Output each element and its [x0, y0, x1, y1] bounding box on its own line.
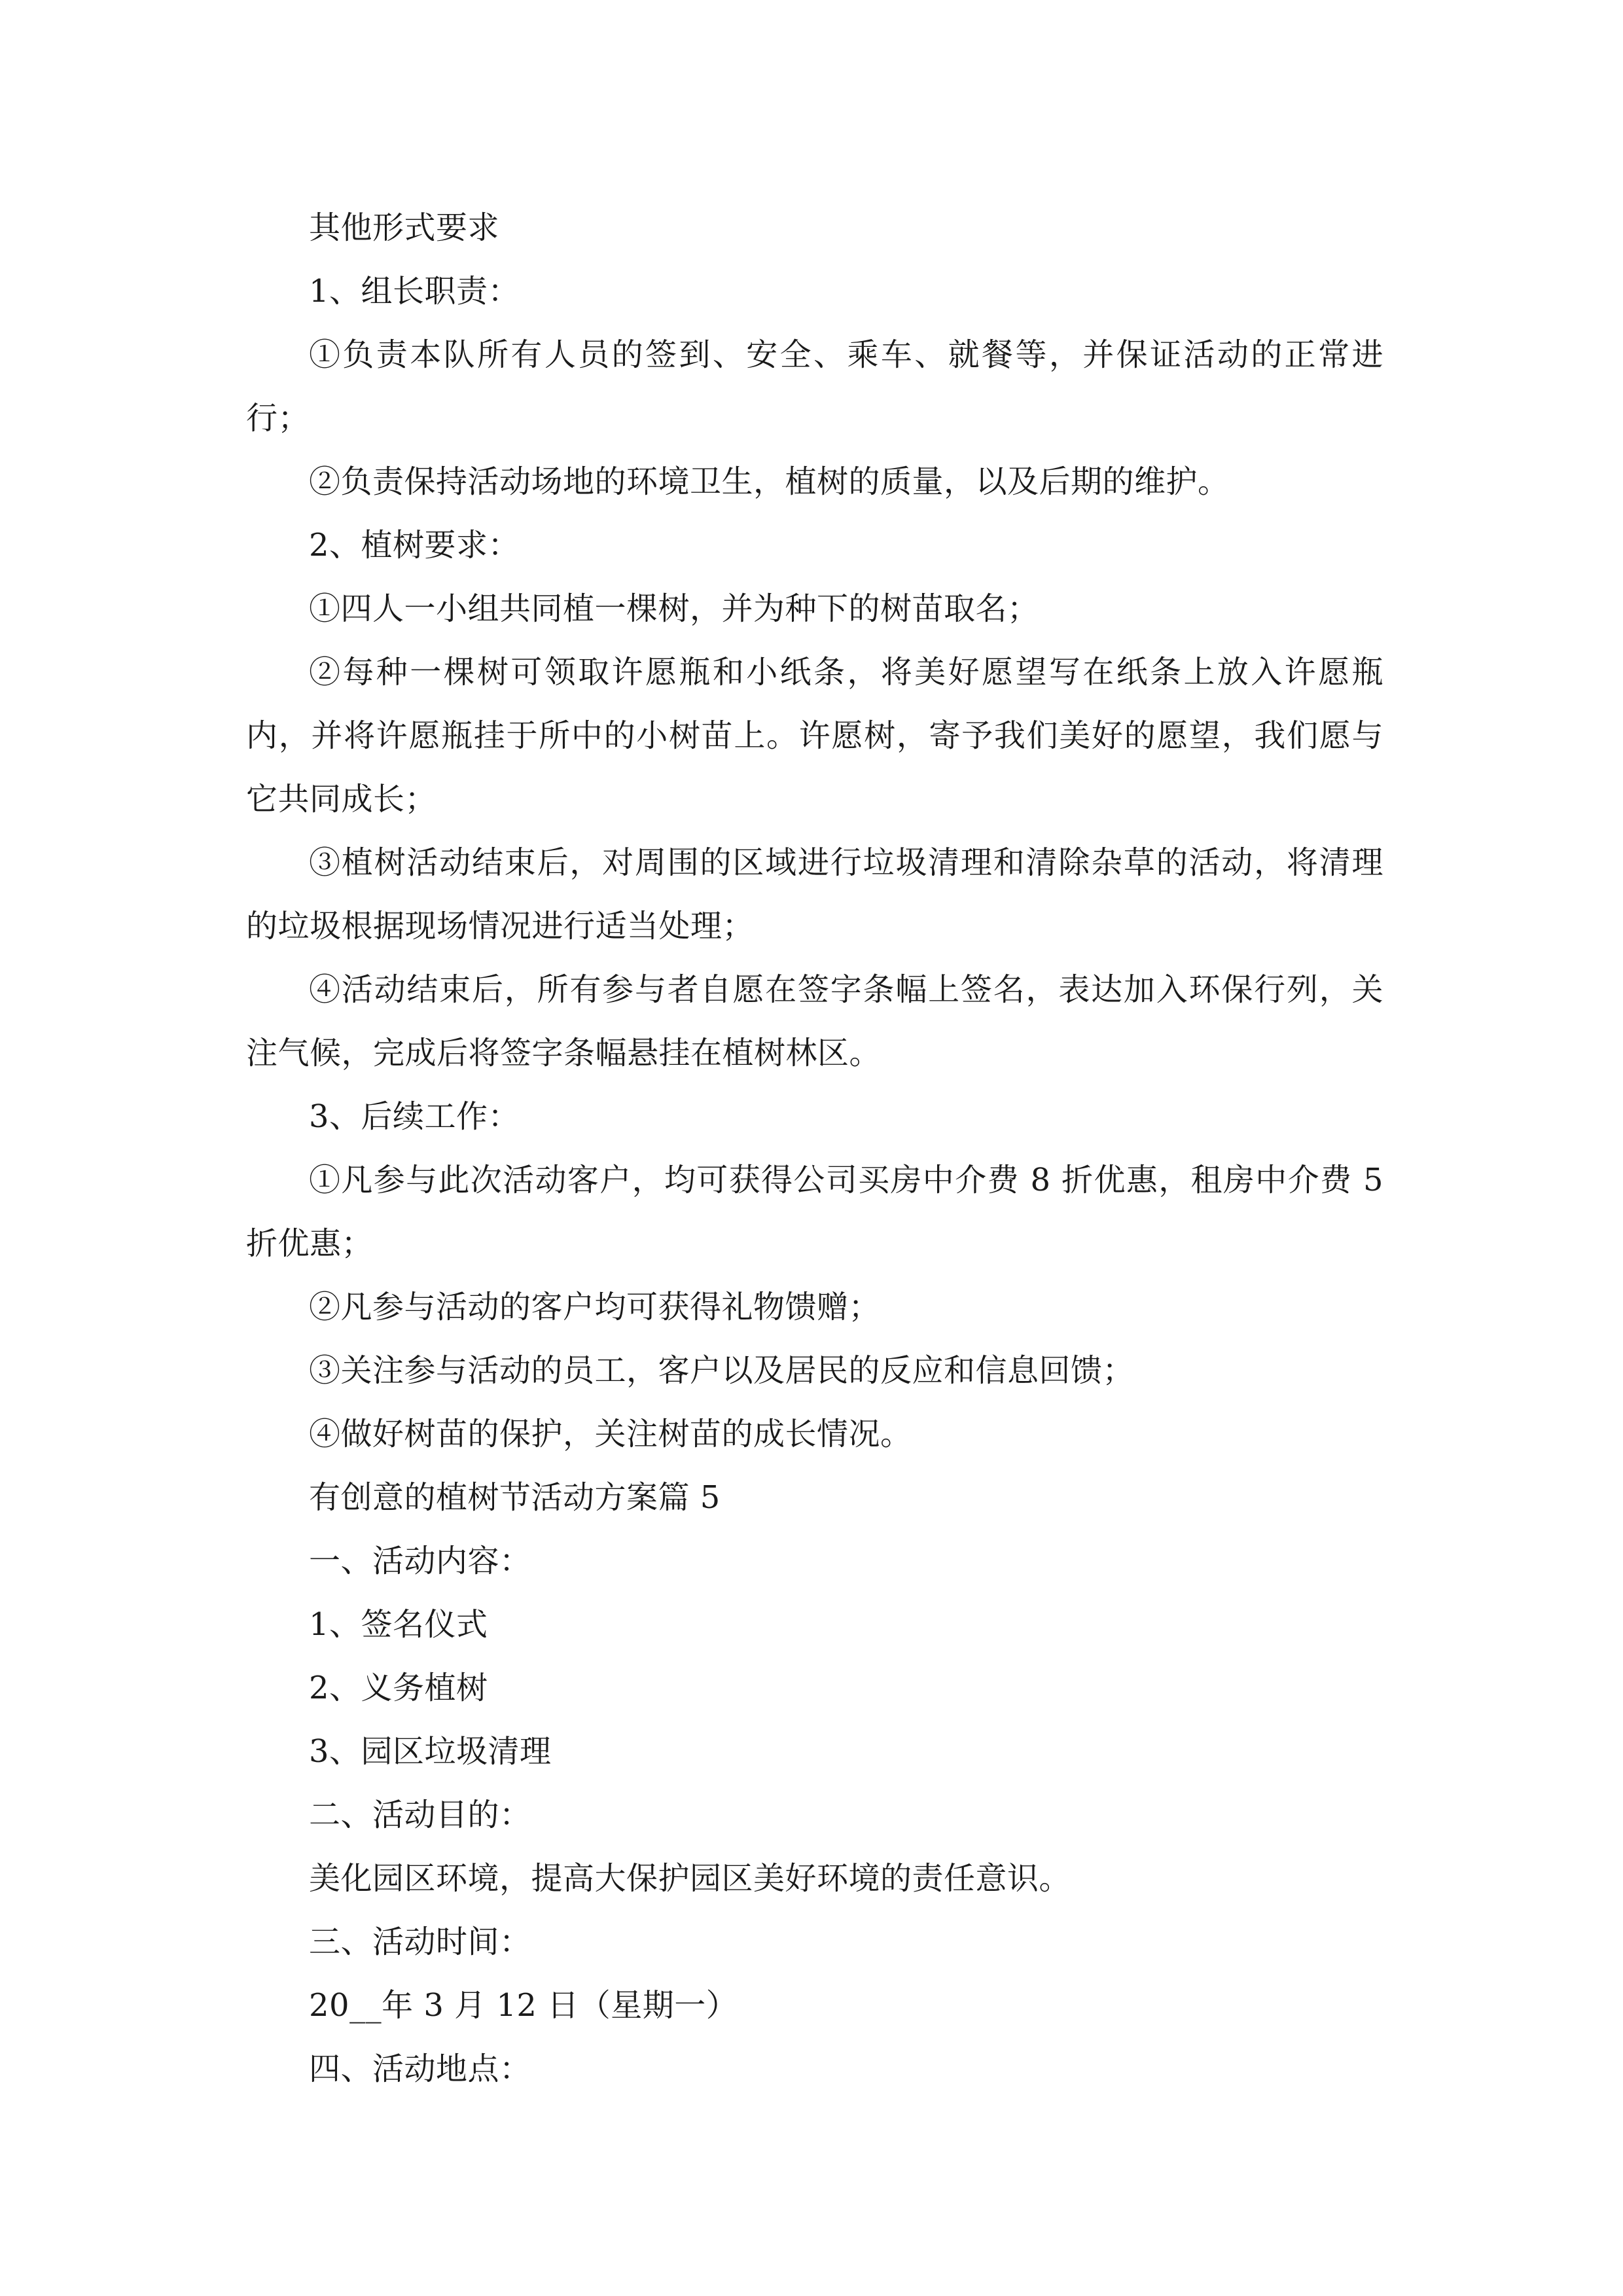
paragraph: ②凡参与活动的客户均可获得礼物馈赠； — [309, 1289, 881, 1325]
paragraph: 1、组长职责： — [309, 273, 520, 310]
paragraph: ①四人一小组共同植一棵树，并为种下的树苗取名； — [309, 590, 1039, 627]
paragraph: 20__年 3 月 12 日（星期一） — [309, 1987, 738, 2024]
paragraph: 2、义务植树 — [309, 1670, 488, 1706]
paragraph: ①凡参与此次活动客户，均可获得公司买房中介费 8 折优惠，租房中介费 5 折优惠； — [246, 1162, 1383, 1262]
paragraph: 三、活动时间： — [309, 1924, 531, 1960]
paragraph: ②负责保持活动场地的环境卫生，植树的质量，以及后期的维护。 — [309, 463, 1230, 500]
paragraph: 3、园区垃圾清理 — [309, 1733, 552, 1770]
paragraph: ④活动结束后，所有参与者自愿在签字条幅上签名，表达加入环保行列，关注气候，完成后将签字条幅悬挂在植树林区。 — [246, 971, 1383, 1071]
paragraph: ③关注参与活动的员工，客户以及居民的反应和信息回馈； — [309, 1352, 1135, 1389]
paragraph: 1、签名仪式 — [309, 1606, 488, 1643]
paragraph: ④做好树苗的保护，关注树苗的成长情况。 — [309, 1416, 912, 1452]
paragraph: 一、活动内容： — [309, 1543, 531, 1579]
paragraph: ①负责本队所有人员的签到、安全、乘车、就餐等，并保证活动的正常进行； — [246, 336, 1383, 437]
paragraph: 2、植树要求： — [309, 527, 520, 564]
paragraph: 美化园区环境，提高大保护园区美好环境的责任意识。 — [309, 1860, 1071, 1897]
document-body — [246, 196, 1383, 2101]
paragraph: 二、活动目的： — [309, 1797, 531, 1833]
paragraph: 其他形式要求 — [309, 209, 500, 246]
paragraph: 3、后续工作： — [309, 1098, 520, 1135]
paragraph: ②每种一棵树可领取许愿瓶和小纸条，将美好愿望写在纸条上放入许愿瓶内，并将许愿瓶挂于所中的小树苗上。许愿树，寄予我们美好的愿望，我们愿与它共同成长； — [246, 654, 1383, 817]
section-title: 有创意的植树节活动方案篇 5 — [309, 1479, 721, 1516]
paragraph: ③植树活动结束后，对周围的区域进行垃圾清理和清除杂草的活动，将清理的垃圾根据现场情况进行适当处理； — [246, 844, 1383, 944]
paragraph: 四、活动地点： — [309, 2051, 531, 2087]
